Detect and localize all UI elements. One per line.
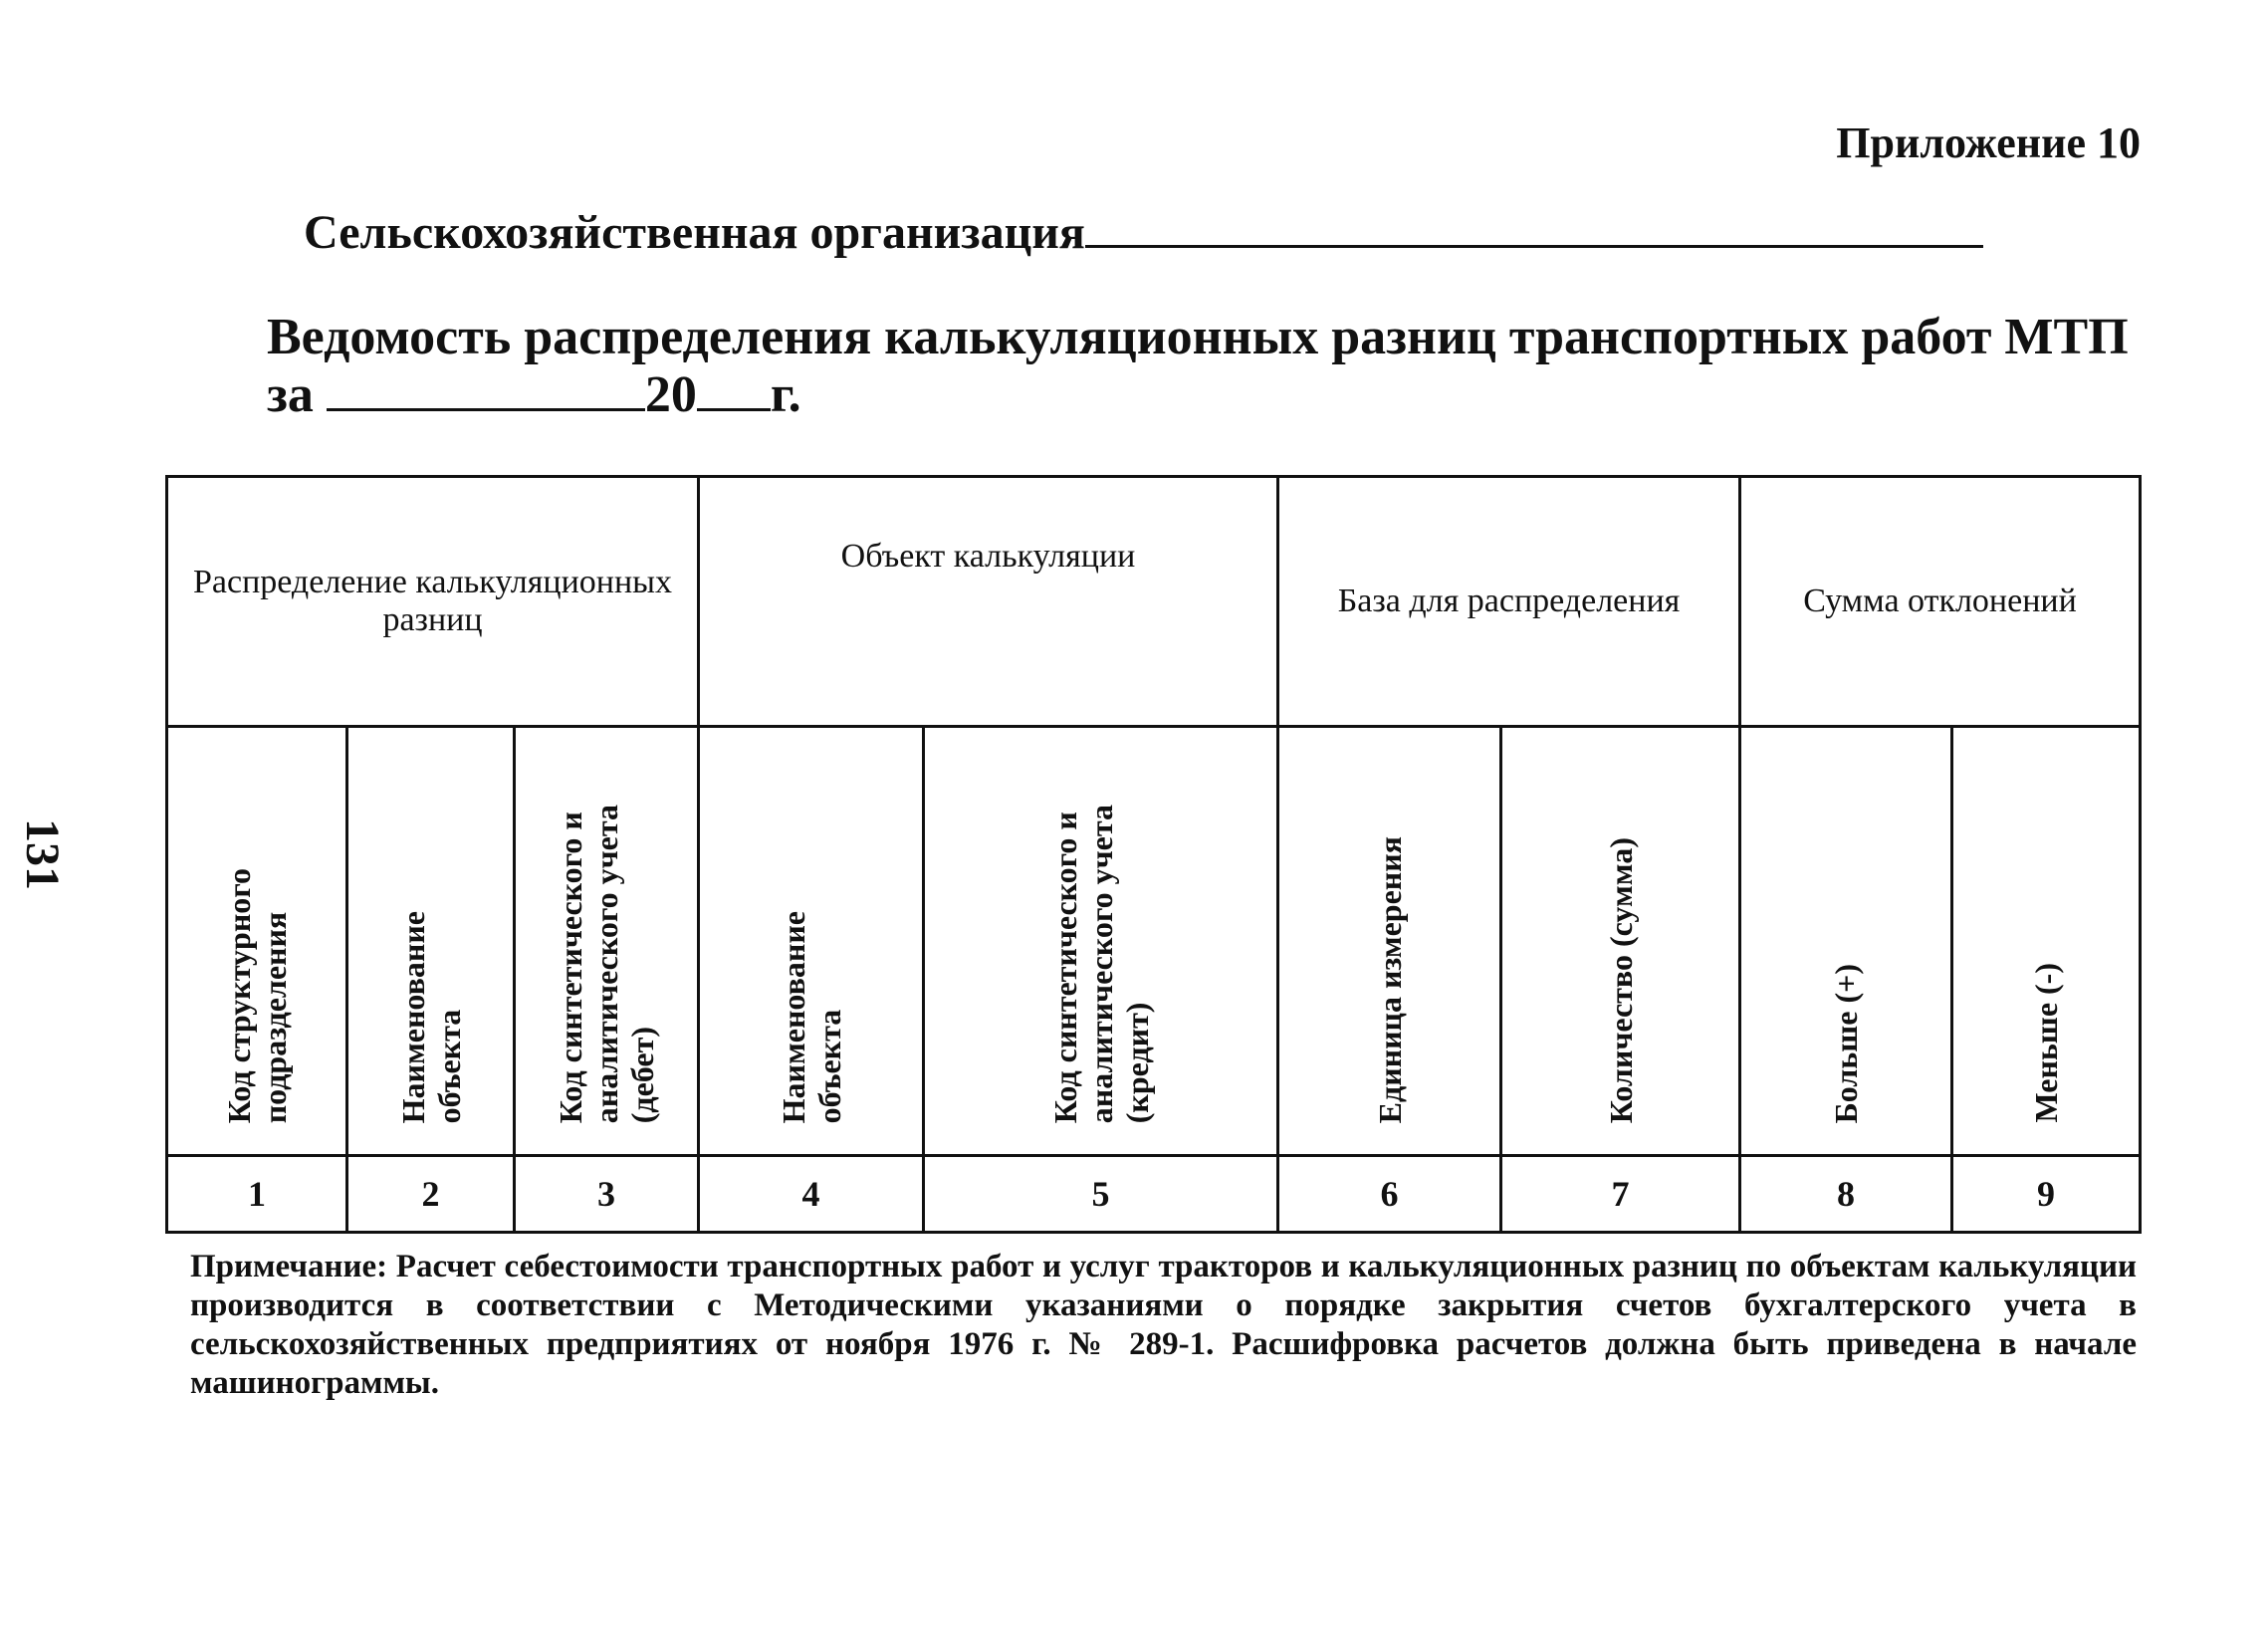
group-header: База для распределения (1278, 477, 1740, 727)
column-header-label: Код синтетического и аналитического учета (дебет) (553, 804, 660, 1123)
column-header-label: Количество (сумма) (1602, 836, 1639, 1123)
column-number: 6 (1278, 1156, 1501, 1233)
column-header (1501, 727, 1740, 1156)
column-number: 4 (699, 1156, 924, 1233)
column-header-label: Меньше (-) (2028, 963, 2065, 1123)
year-prefix: 20 (644, 366, 697, 423)
title-line2 (267, 366, 2129, 424)
column-number: 7 (1501, 1156, 1740, 1233)
column-header-label: Код структурного подразделения (221, 867, 293, 1123)
group-header: Распределение калькуляционных разниц (167, 477, 699, 727)
column-header (1740, 727, 1952, 1156)
column-header-row (167, 727, 2141, 1156)
column-header-label: Больше (+) (1828, 963, 1865, 1123)
title-line1: Ведомость распределения калькуляционных разниц транспортных работ МТП (267, 309, 2129, 365)
column-number: 5 (924, 1156, 1278, 1233)
column-number: 9 (1952, 1156, 2141, 1233)
document-title (267, 309, 2129, 424)
group-header-row (167, 477, 2141, 727)
organization-blank (1085, 205, 1983, 248)
column-number: 1 (167, 1156, 347, 1233)
distribution-table (165, 475, 2142, 1234)
column-header (515, 727, 699, 1156)
column-header-label: Наименование объекта (775, 910, 847, 1123)
column-header (699, 727, 924, 1156)
organization-line (304, 205, 1983, 260)
column-number: 2 (347, 1156, 515, 1233)
column-header-label: Код синтетического и аналитического учета (кредит) (1046, 804, 1155, 1123)
footnote: Примечание: Расчет себестоимости транспортных работ и услуг тракторов и калькуляционных разниц по объектам калькуляции производится в соответствии с Методическими указаниями о порядке закрытия счетов бухгалтерского учета в сельскохозяйственных предприятиях от ноября 1976 г. № 289-1. Расшифровка расчетов должна быть приведена в начале машинограммы. (190, 1249, 2137, 1401)
group-header: Сумма отклонений (1740, 477, 2141, 727)
column-number: 3 (515, 1156, 699, 1233)
period-blank (327, 366, 645, 411)
column-header (924, 727, 1278, 1156)
column-number-row (167, 1156, 2141, 1233)
column-header-label: Наименование объекта (394, 910, 467, 1123)
group-header: Объект калькуляции (699, 477, 1278, 727)
column-header (1952, 727, 2141, 1156)
title-prefix: за (267, 366, 314, 423)
column-header-label: Единица измерения (1371, 835, 1408, 1123)
column-header (167, 727, 347, 1156)
column-number: 8 (1740, 1156, 1952, 1233)
page-number: 131 (16, 818, 69, 890)
column-header (347, 727, 515, 1156)
appendix-label: Приложение 10 (1836, 118, 2141, 167)
column-header (1278, 727, 1501, 1156)
year-blank (697, 366, 771, 411)
year-suffix: г. (770, 366, 801, 423)
organization-label: Сельскохозяйственная организация (304, 206, 1085, 259)
